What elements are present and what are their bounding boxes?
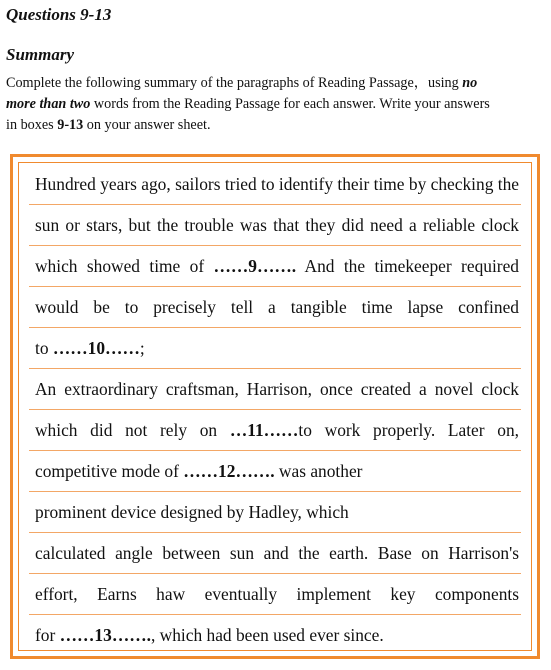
summary-line-12b: , which had been used ever since. — [150, 625, 384, 645]
instructions-text-3a: in boxes — [6, 117, 58, 133]
summary-box — [10, 154, 540, 659]
instructions-text-1: Complete the following summary of the paragraphs of Reading Passage，using — [6, 75, 463, 91]
summary-line-4: would be to precisely tell a tangible time lapse confined — [35, 297, 519, 317]
summary-line-3a: which showed time of — [35, 256, 214, 276]
summary-line-12a: for — [35, 625, 60, 645]
summary-line-5a: to — [35, 338, 53, 358]
answer-gap-9: ……9……. — [213, 256, 297, 276]
answer-gap-11: …11…… — [229, 420, 299, 440]
summary-line-2: sun or stars, but the trouble was that they did need a reliable clock — [35, 215, 519, 235]
instructions-box-range: 9-13 — [57, 117, 84, 133]
summary-line-3b: And the timekeeper required — [296, 256, 519, 276]
section-title: Summary — [6, 45, 75, 64]
summary-line-9: prominent device designed by Hadley, which — [35, 502, 349, 522]
summary-line-11: effort, Earns haw eventually implement key components — [35, 584, 519, 604]
instructions — [6, 73, 546, 136]
instructions-emphasis-no: no — [462, 75, 478, 91]
instructions-emphasis-more-than-two: more than two — [6, 96, 91, 112]
summary-line-8 — [35, 451, 362, 492]
instructions-text-2: words from the Reading Passage for each answer. Write your answers — [90, 96, 490, 112]
summary-line-6: An extraordinary craftsman, Harrison, once created a novel clock — [35, 379, 519, 399]
summary-line-7a: which did not rely on — [35, 420, 230, 440]
answer-gap-12: ……12……. — [183, 461, 275, 481]
summary-line-5b: ; — [139, 338, 145, 358]
instructions-text-3b: on your answer sheet. — [83, 117, 211, 133]
answer-gap-13: ……13……. — [59, 625, 151, 645]
summary-line-10: calculated angle between sun and the earth. Base on Harrison's — [35, 543, 519, 563]
summary-line-8b: was another — [274, 461, 363, 481]
summary-line-1: Hundred years ago, sailors tried to identify their time by checking the — [35, 174, 519, 194]
summary-line-7b: to work properly. Later on, — [298, 420, 519, 440]
summary-line-7 — [35, 410, 519, 451]
summary-line-5 — [35, 328, 145, 369]
answer-gap-10: ……10…… — [52, 338, 140, 358]
questions-title: Questions 9-13 — [6, 5, 112, 24]
summary-line-8a: competitive mode of — [35, 461, 184, 481]
summary-line-12 — [35, 615, 384, 656]
summary-line-3 — [35, 246, 519, 287]
